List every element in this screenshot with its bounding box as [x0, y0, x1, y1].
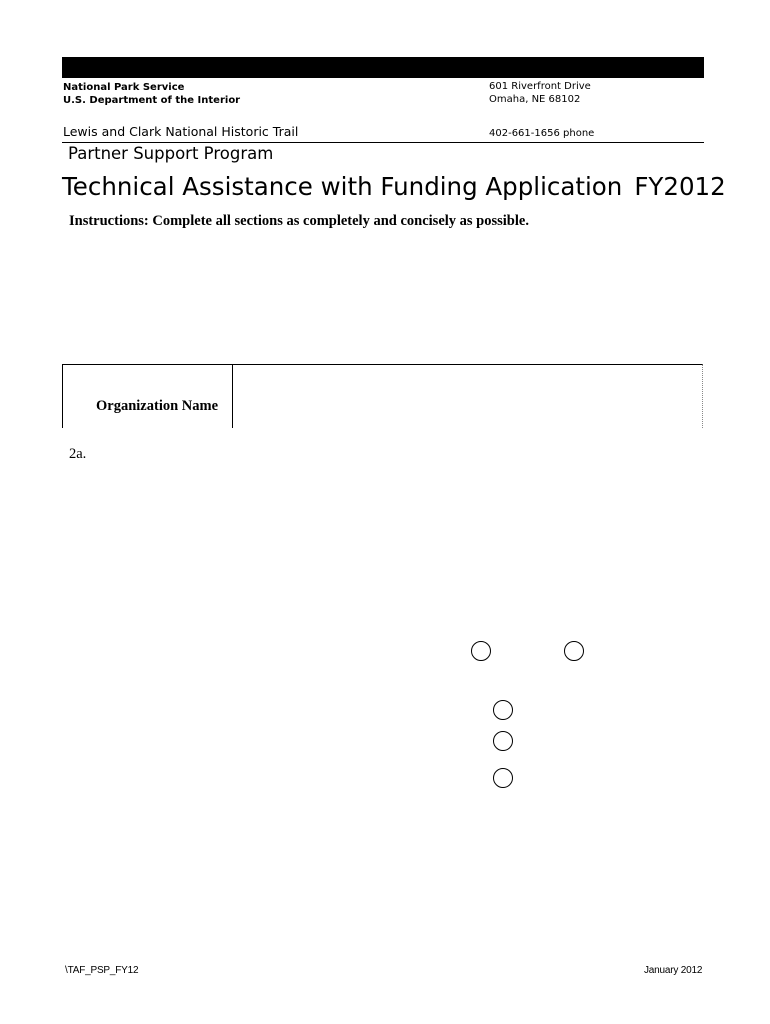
organization-row-divider [232, 364, 233, 428]
radio-option-1[interactable] [471, 641, 491, 661]
radio-option-5[interactable] [493, 768, 513, 788]
department-name: U.S. Department of the Interior [63, 95, 241, 106]
address-street: 601 Riverfront Drive [489, 81, 591, 92]
radio-option-3[interactable] [493, 700, 513, 720]
header-black-bar [62, 57, 704, 78]
form-title [62, 171, 726, 203]
fiscal-year: FY2012 [634, 172, 726, 201]
phone-number: 402-661-1656 phone [489, 128, 595, 139]
radio-option-2[interactable] [564, 641, 584, 661]
agency-name: National Park Service [63, 82, 185, 93]
address-city: Omaha, NE 68102 [489, 94, 581, 105]
radio-option-4[interactable] [493, 731, 513, 751]
header-divider [62, 142, 704, 143]
form-date: January 2012 [644, 965, 703, 976]
form-code: \TAF_PSP_FY12 [65, 965, 139, 976]
organization-name-input[interactable] [234, 366, 700, 426]
program-name: Partner Support Program [68, 144, 274, 163]
trail-name: Lewis and Clark National Historic Trail [63, 124, 299, 139]
section-2a-label: 2a. [69, 446, 87, 462]
form-title-text: Technical Assistance with Funding Application [62, 172, 623, 201]
organization-name-label: Organization Name [96, 398, 219, 414]
instructions-text: Instructions: Complete all sections as completely and concisely as possible. [69, 213, 529, 229]
agency-block [63, 81, 240, 107]
address-block [489, 80, 591, 106]
